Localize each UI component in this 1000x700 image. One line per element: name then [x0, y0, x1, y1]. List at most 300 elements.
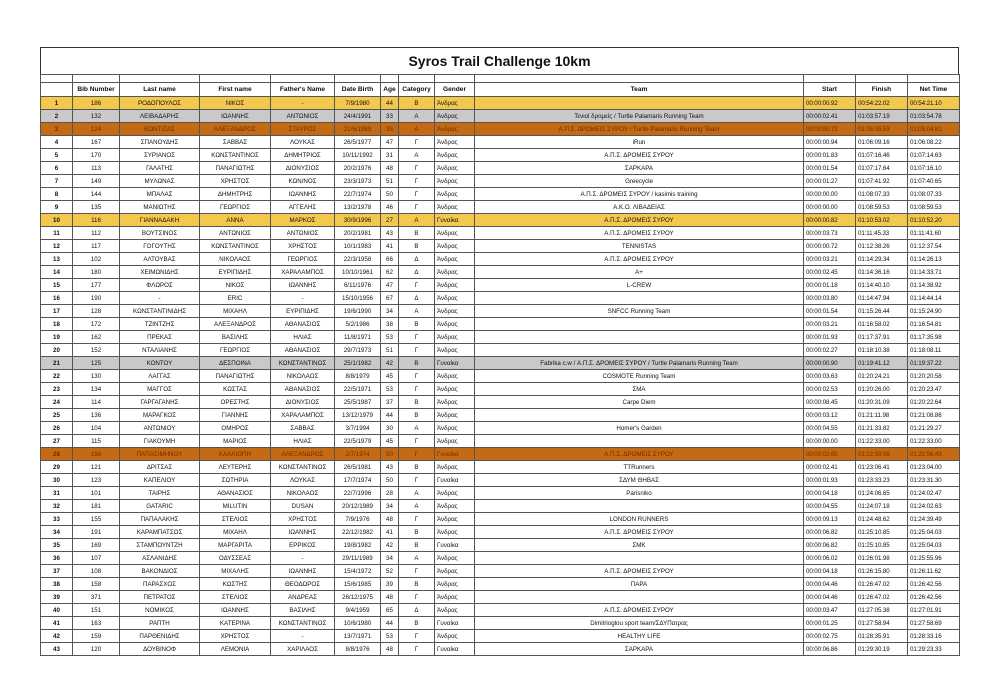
net-time-cell: 01:14:38.92 [908, 279, 960, 292]
category-cell: Β [399, 97, 435, 110]
bib-cell: 151 [73, 604, 120, 617]
finish-time-cell: 01:28:35.91 [856, 630, 908, 643]
finish-time-cell: 01:27:58.94 [856, 617, 908, 630]
category-cell: Γ [399, 331, 435, 344]
start-time-cell: 00:00:02.41 [804, 110, 856, 123]
father-name-cell: ΣΤΑΥΡΟΣ [271, 123, 335, 136]
finish-time-cell: 01:08:59.53 [856, 201, 908, 214]
first-name-cell: ΒΑΣΙΛΗΣ [200, 331, 271, 344]
table-row [41, 305, 960, 318]
net-time-cell: 01:29:23.33 [908, 643, 960, 656]
bib-cell: 181 [73, 500, 120, 513]
table-row [41, 578, 960, 591]
birth-date-cell: 26/12/1975 [335, 591, 381, 604]
table-row [41, 474, 960, 487]
bib-cell: 158 [73, 578, 120, 591]
father-name-cell: ΗΛΙΑΣ [271, 435, 335, 448]
table-row [41, 487, 960, 500]
father-name-cell: ΚΩΝΣΤΑΝΤΙΝΟΣ [271, 461, 335, 474]
bib-cell: 149 [73, 175, 120, 188]
table-row [41, 617, 960, 630]
team-cell [475, 97, 804, 110]
team-cell [475, 318, 804, 331]
age-cell: 66 [381, 253, 399, 266]
team-cell: Α.Π.Σ. ΔΡΟΜΕΙΣ ΣΥΡΟΥ [475, 214, 804, 227]
team-cell: ΣΜΚ [475, 539, 804, 552]
net-time-cell: 01:22:56.43 [908, 448, 960, 461]
category-cell: Β [399, 539, 435, 552]
birth-date-cell: 13/12/1979 [335, 409, 381, 422]
first-name-cell: ΣΤΕΛΙΟΣ [200, 591, 271, 604]
start-time-cell: 00:00:04.46 [804, 591, 856, 604]
finish-time-cell: 01:11:45.33 [856, 227, 908, 240]
table-row [41, 552, 960, 565]
finish-time-cell: 01:23:33.23 [856, 474, 908, 487]
age-cell: 47 [381, 136, 399, 149]
first-name-cell: ΙΩΑΝΝΗΣ [200, 604, 271, 617]
bib-cell: 101 [73, 487, 120, 500]
age-cell: 50 [381, 474, 399, 487]
bib-cell: 104 [73, 422, 120, 435]
table-row [41, 448, 960, 461]
start-time-cell: 00:00:00.00 [804, 201, 856, 214]
blank-row [41, 75, 960, 83]
first-name-cell: ΓΙΑΝΝΗΣ [200, 409, 271, 422]
age-cell: 38 [381, 318, 399, 331]
father-name-cell: ΧΑΡΑΛΑΜΠΟΣ [271, 409, 335, 422]
age-cell: 42 [381, 357, 399, 370]
table-row [41, 253, 960, 266]
table-row [41, 136, 960, 149]
table-row [41, 188, 960, 201]
team-cell: LONDON RUNNERS [475, 513, 804, 526]
first-name-cell: ΜΙΧΑΗΛ [200, 305, 271, 318]
bib-cell: 121 [73, 461, 120, 474]
last-name-cell: ΚΑΠΕΛΙΟΥ [120, 474, 200, 487]
age-cell: 53 [381, 331, 399, 344]
gender-cell: Άνδρας [435, 461, 475, 474]
last-name-cell: ΣΤΑΜΠΟΥΝΤΖΗ [120, 539, 200, 552]
team-cell: TTRunners [475, 461, 804, 474]
team-cell: A+ [475, 266, 804, 279]
rank-cell: 21 [41, 357, 73, 370]
last-name-cell: ΜΠΑΛΑΣ [120, 188, 200, 201]
father-name-cell: - [271, 97, 335, 110]
header-cell: Net Time [908, 83, 960, 97]
category-cell: Γ [399, 279, 435, 292]
team-cell: Τενιοί δρομείς / Turtle Palamaris Running Team [475, 110, 804, 123]
net-time-cell: 01:07:14.63 [908, 149, 960, 162]
age-cell: 30 [381, 422, 399, 435]
table-row [41, 331, 960, 344]
father-name-cell: ΛΟΥΚΑΣ [271, 474, 335, 487]
start-time-cell: 00:00:00.00 [804, 188, 856, 201]
category-cell: Β [399, 240, 435, 253]
header-cell: Start [804, 83, 856, 97]
last-name-cell: ΑΣΛΑΝΙΔΗΣ [120, 552, 200, 565]
start-time-cell: 00:00:00.82 [804, 214, 856, 227]
finish-time-cell: 01:26:47.02 [856, 591, 908, 604]
father-name-cell: ΚΩΝΣΤΑΝΤΙΝΟΣ [271, 617, 335, 630]
category-cell: Γ [399, 565, 435, 578]
first-name-cell: ΔΕΣΠΟΙΝΑ [200, 357, 271, 370]
age-cell: 52 [381, 565, 399, 578]
start-time-cell: 00:00:02.75 [804, 630, 856, 643]
net-time-cell: 01:22:33.00 [908, 435, 960, 448]
finish-time-cell: 01:07:17.64 [856, 162, 908, 175]
father-name-cell: ΑΘΑΝΑΣΙΟΣ [271, 344, 335, 357]
gender-cell: Γυναίκα [435, 357, 475, 370]
net-time-cell: 01:16:54.81 [908, 318, 960, 331]
rank-cell: 28 [41, 448, 73, 461]
start-time-cell: 00:00:00.94 [804, 136, 856, 149]
birth-date-cell: 10/1/1983 [335, 240, 381, 253]
net-time-cell: 01:23:04.00 [908, 461, 960, 474]
rank-cell: 41 [41, 617, 73, 630]
last-name-cell: ΛΑΓΓΑΣ [120, 370, 200, 383]
rank-cell: 2 [41, 110, 73, 123]
rank-cell: 29 [41, 461, 73, 474]
first-name-cell: ΚΩΣΤΗΣ [200, 578, 271, 591]
rank-cell: 35 [41, 539, 73, 552]
first-name-cell: ΓΕΩΡΓΙΟΣ [200, 344, 271, 357]
results-table [40, 74, 960, 656]
table-row [41, 175, 960, 188]
category-cell: Β [399, 357, 435, 370]
last-name-cell: ΚΩΝΣΤΑΝΤΙΝΙΔΗΣ [120, 305, 200, 318]
team-cell: Α.Π.Σ. ΔΡΟΜΕΙΣ ΣΥΡΟΥ [475, 448, 804, 461]
category-cell: Α [399, 305, 435, 318]
category-cell: Β [399, 578, 435, 591]
net-time-cell: 01:27:01.91 [908, 604, 960, 617]
father-name-cell: ΚΩΝ/ΝΟΣ [271, 175, 335, 188]
age-cell: 34 [381, 552, 399, 565]
table-row [41, 227, 960, 240]
rank-cell: 31 [41, 487, 73, 500]
first-name-cell: ΕΥΡΙΠΙΔΗΣ [200, 266, 271, 279]
gender-cell: Άνδρας [435, 188, 475, 201]
father-name-cell: ΚΩΝΣΤΑΝΤΙΝΟΣ [271, 357, 335, 370]
age-cell: 65 [381, 604, 399, 617]
last-name-cell: ΔΟΥΒΙΝΟΦ [120, 643, 200, 656]
finish-time-cell: 01:18:10.38 [856, 344, 908, 357]
last-name-cell: ΑΛΤΟΥΒΑΣ [120, 253, 200, 266]
birth-date-cell: 7/9/1976 [335, 513, 381, 526]
finish-time-cell: 01:22:33.00 [856, 435, 908, 448]
rank-cell: 42 [41, 630, 73, 643]
birth-date-cell: 15/6/1985 [335, 578, 381, 591]
gender-cell: Άνδρας [435, 552, 475, 565]
age-cell: 34 [381, 500, 399, 513]
finish-time-cell: 01:20:24.21 [856, 370, 908, 383]
finish-time-cell: 00:54:22.02 [856, 97, 908, 110]
net-time-cell: 01:15:24.90 [908, 305, 960, 318]
father-name-cell: ΑΝΔΡΕΑΣ [271, 591, 335, 604]
team-cell: Α.Π.Σ. ΔΡΟΜΕΙΣ ΣΥΡΟΥ [475, 227, 804, 240]
start-time-cell: 00:00:03.21 [804, 318, 856, 331]
father-name-cell: ΘΕΟΔΩΡΟΣ [271, 578, 335, 591]
age-cell: 45 [381, 435, 399, 448]
team-cell [475, 344, 804, 357]
finish-time-cell: 01:14:29.34 [856, 253, 908, 266]
bib-cell: 120 [73, 643, 120, 656]
net-time-cell: 01:25:55.96 [908, 552, 960, 565]
birth-date-cell: 22/7/1974 [335, 188, 381, 201]
table-row [41, 214, 960, 227]
father-name-cell: ΕΡΡΙΚΟΣ [271, 539, 335, 552]
age-cell: 43 [381, 461, 399, 474]
last-name-cell: ΒΑΚΟΝΔΙΟΣ [120, 565, 200, 578]
category-cell: Β [399, 617, 435, 630]
net-time-cell: 01:11:41.60 [908, 227, 960, 240]
gender-cell: Άνδρας [435, 344, 475, 357]
gender-cell: Άνδρας [435, 266, 475, 279]
finish-time-cell: 01:25:10.85 [856, 539, 908, 552]
first-name-cell: ΝΙΚΟΣ [200, 97, 271, 110]
father-name-cell: ΓΕΩΡΓΙΟΣ [271, 253, 335, 266]
first-name-cell: ΔΗΜΗΤΡΗΣ [200, 188, 271, 201]
age-cell: 48 [381, 513, 399, 526]
gender-cell: Άνδρας [435, 149, 475, 162]
birth-date-cell: 10/11/1992 [335, 149, 381, 162]
gender-cell: Άνδρας [435, 123, 475, 136]
last-name-cell: ΣΥΡΙΑΝΟΣ [120, 149, 200, 162]
team-cell: Carpe Diem [475, 396, 804, 409]
team-cell: Fabrika c.w / Α.Π.Σ. ΔΡΟΜΕΙΣ ΣΥΡΟΥ / Turtle Palamaris Running Team [475, 357, 804, 370]
start-time-cell: 00:00:03.12 [804, 409, 856, 422]
net-time-cell: 01:07:40.65 [908, 175, 960, 188]
team-cell [475, 591, 804, 604]
first-name-cell: ΟΡΕΣΤΗΣ [200, 396, 271, 409]
bib-cell: 116 [73, 214, 120, 227]
start-time-cell: 00:00:02.53 [804, 383, 856, 396]
finish-time-cell: 01:07:16.46 [856, 149, 908, 162]
category-cell: Γ [399, 201, 435, 214]
age-cell: 43 [381, 227, 399, 240]
net-time-cell: 01:20:23.47 [908, 383, 960, 396]
table-row [41, 97, 960, 110]
age-cell: 42 [381, 539, 399, 552]
team-cell: Α.Π.Σ. ΔΡΟΜΕΙΣ ΣΥΡΟΥ [475, 565, 804, 578]
age-cell: 41 [381, 526, 399, 539]
birth-date-cell: 22/3/1958 [335, 253, 381, 266]
net-time-cell: 00:54:21.10 [908, 97, 960, 110]
start-time-cell: 00:00:02.65 [804, 448, 856, 461]
birth-date-cell: 22/7/1996 [335, 487, 381, 500]
gender-cell: Άνδρας [435, 370, 475, 383]
finish-time-cell: 01:14:36.16 [856, 266, 908, 279]
last-name-cell: ΑΝΤΩΝΙΟΥ [120, 422, 200, 435]
father-name-cell: - [271, 292, 335, 305]
gender-cell: Άνδρας [435, 279, 475, 292]
bib-cell: 191 [73, 526, 120, 539]
birth-date-cell: 22/5/1971 [335, 383, 381, 396]
start-time-cell: 00:00:01.83 [804, 149, 856, 162]
net-time-cell: 01:18:08.11 [908, 344, 960, 357]
category-cell: Γ [399, 448, 435, 461]
first-name-cell: ΑΛΕΞΑΝΔΡΟΣ [200, 123, 271, 136]
last-name-cell: ΜΑΓΓΟΣ [120, 383, 200, 396]
net-time-cell: 01:25:04.03 [908, 539, 960, 552]
team-cell: Α.Π.Σ. ΔΡΟΜΕΙΣ ΣΥΡΟΥ [475, 526, 804, 539]
table-row [41, 318, 960, 331]
rank-cell: 15 [41, 279, 73, 292]
category-cell: Γ [399, 435, 435, 448]
net-time-cell: 01:03:54.78 [908, 110, 960, 123]
header-cell: Finish [856, 83, 908, 97]
birth-date-cell: 10/10/1961 [335, 266, 381, 279]
net-time-cell: 01:20:20.58 [908, 370, 960, 383]
first-name-cell: ΣΑΒΒΑΣ [200, 136, 271, 149]
team-cell: HEALTHY LIFE [475, 630, 804, 643]
first-name-cell: ΝΙΚΟΛΑΟΣ [200, 253, 271, 266]
first-name-cell: ΜΙΧΑΗΛ [200, 526, 271, 539]
net-time-cell: 01:12:37.54 [908, 240, 960, 253]
bib-cell: 172 [73, 318, 120, 331]
age-cell: 31 [381, 149, 399, 162]
net-time-cell: 01:08:07.33 [908, 188, 960, 201]
table-row [41, 513, 960, 526]
gender-cell: Γυναίκα [435, 474, 475, 487]
rank-cell: 11 [41, 227, 73, 240]
father-name-cell: ΔΙΟΝΥΣΙΟΣ [271, 162, 335, 175]
net-time-cell: 01:21:08.86 [908, 409, 960, 422]
gender-cell: Άνδρας [435, 500, 475, 513]
net-time-cell: 01:26:42.56 [908, 578, 960, 591]
category-cell: Α [399, 123, 435, 136]
father-name-cell: ΒΑΣΙΛΗΣ [271, 604, 335, 617]
finish-time-cell: 01:24:48.62 [856, 513, 908, 526]
start-time-cell: 00:00:06.86 [804, 643, 856, 656]
category-cell: Α [399, 487, 435, 500]
bib-cell: 135 [73, 201, 120, 214]
net-time-cell: 01:14:33.71 [908, 266, 960, 279]
birth-date-cell: 15/10/1956 [335, 292, 381, 305]
table-row [41, 539, 960, 552]
birth-date-cell: 3/7/1994 [335, 422, 381, 435]
father-name-cell: ΑΓΓΕΛΗΣ [271, 201, 335, 214]
bib-cell: 124 [73, 123, 120, 136]
first-name-cell: ΣΤΕΛΙΟΣ [200, 513, 271, 526]
last-name-cell: ΛΕΙΒΑΔΑΡΗΣ [120, 110, 200, 123]
rank-cell: 40 [41, 604, 73, 617]
table-row [41, 110, 960, 123]
start-time-cell: 00:00:06.82 [804, 539, 856, 552]
net-time-cell: 01:17:35.98 [908, 331, 960, 344]
finish-time-cell: 01:26:47.02 [856, 578, 908, 591]
start-time-cell: 00:00:00.72 [804, 123, 856, 136]
table-row [41, 422, 960, 435]
header-cell: Category [399, 83, 435, 97]
net-time-cell: 01:24:39.49 [908, 513, 960, 526]
table-row [41, 409, 960, 422]
gender-cell: Άνδρας [435, 591, 475, 604]
bib-cell: 163 [73, 617, 120, 630]
bib-cell: 107 [73, 552, 120, 565]
table-row [41, 279, 960, 292]
bib-cell: 125 [73, 357, 120, 370]
start-time-cell: 00:00:00.90 [804, 357, 856, 370]
first-name-cell: ΜΑΡΓΑΡΙΤΑ [200, 539, 271, 552]
gender-cell: Άνδρας [435, 513, 475, 526]
last-name-cell: ΠΕΤΡΑΤΟΣ [120, 591, 200, 604]
start-time-cell: 00:00:00.00 [804, 435, 856, 448]
category-cell: Γ [399, 383, 435, 396]
bib-cell: 123 [73, 474, 120, 487]
age-cell: 67 [381, 292, 399, 305]
birth-date-cell: 25/5/1987 [335, 396, 381, 409]
finish-time-cell: 01:29:30.19 [856, 643, 908, 656]
father-name-cell: ΧΡΗΣΤΟΣ [271, 513, 335, 526]
last-name-cell: ΒΟΥΤΣΙΝΟΣ [120, 227, 200, 240]
net-time-cell: 01:26:42.56 [908, 591, 960, 604]
net-time-cell: 01:19:37.22 [908, 357, 960, 370]
gender-cell: Γυναίκα [435, 214, 475, 227]
rank-cell: 34 [41, 526, 73, 539]
rank-cell: 43 [41, 643, 73, 656]
gender-cell: Άνδρας [435, 331, 475, 344]
bib-cell: 152 [73, 344, 120, 357]
category-cell: Α [399, 214, 435, 227]
rank-cell: 17 [41, 305, 73, 318]
bib-cell: 115 [73, 435, 120, 448]
birth-date-cell: 10/6/1980 [335, 617, 381, 630]
header-cell: Date Birth [335, 83, 381, 97]
bib-cell: 117 [73, 240, 120, 253]
rank-cell: 20 [41, 344, 73, 357]
bib-cell: 114 [73, 396, 120, 409]
birth-date-cell: 26/5/1977 [335, 136, 381, 149]
birth-date-cell: 20/2/1981 [335, 227, 381, 240]
last-name-cell: ΡΟΔΟΠΟΥΛΟΣ [120, 97, 200, 110]
birth-date-cell: 20/2/1976 [335, 162, 381, 175]
category-cell: Γ [399, 162, 435, 175]
first-name-cell: ΣΩΤΗΡΙΑ [200, 474, 271, 487]
bib-cell: 102 [73, 253, 120, 266]
first-name-cell: ΜΙΧΑΛΗΣ [200, 565, 271, 578]
last-name-cell: ΠΑΠΑΣΙΜΗΝΟΥ [120, 448, 200, 461]
bib-cell: 108 [73, 565, 120, 578]
birth-date-cell: 8/8/1979 [335, 370, 381, 383]
age-cell: 41 [381, 240, 399, 253]
gender-cell: Γυναίκα [435, 643, 475, 656]
birth-date-cell: 13/7/1971 [335, 630, 381, 643]
category-cell: Α [399, 110, 435, 123]
start-time-cell: 00:00:09.13 [804, 513, 856, 526]
table-row [41, 292, 960, 305]
birth-date-cell: 17/7/1974 [335, 474, 381, 487]
birth-date-cell: 22/12/1982 [335, 526, 381, 539]
birth-date-cell: 30/9/1996 [335, 214, 381, 227]
net-time-cell: 01:14:44.14 [908, 292, 960, 305]
team-cell: L-CREW [475, 279, 804, 292]
first-name-cell: ΚΩΝΣΤΑΝΤΙΝΟΣ [200, 149, 271, 162]
first-name-cell: ΚΑΤΕΡΙΝΑ [200, 617, 271, 630]
finish-time-cell: 01:12:38.26 [856, 240, 908, 253]
father-name-cell: ΙΩΑΝΝΗΣ [271, 279, 335, 292]
category-cell: Γ [399, 136, 435, 149]
results-body [41, 97, 960, 656]
start-time-cell: 00:00:00.72 [804, 240, 856, 253]
first-name-cell: ΑΛΕΞΑΝΔΡΟΣ [200, 318, 271, 331]
father-name-cell: ΛΟΥΚΑΣ [271, 136, 335, 149]
first-name-cell: ERIC [200, 292, 271, 305]
bib-cell: 134 [73, 383, 120, 396]
first-name-cell: ΧΡΗΣΤΟΣ [200, 175, 271, 188]
bib-cell: 162 [73, 331, 120, 344]
finish-time-cell: 01:21:33.82 [856, 422, 908, 435]
page-title: Syros Trail Challenge 10km [40, 47, 959, 74]
